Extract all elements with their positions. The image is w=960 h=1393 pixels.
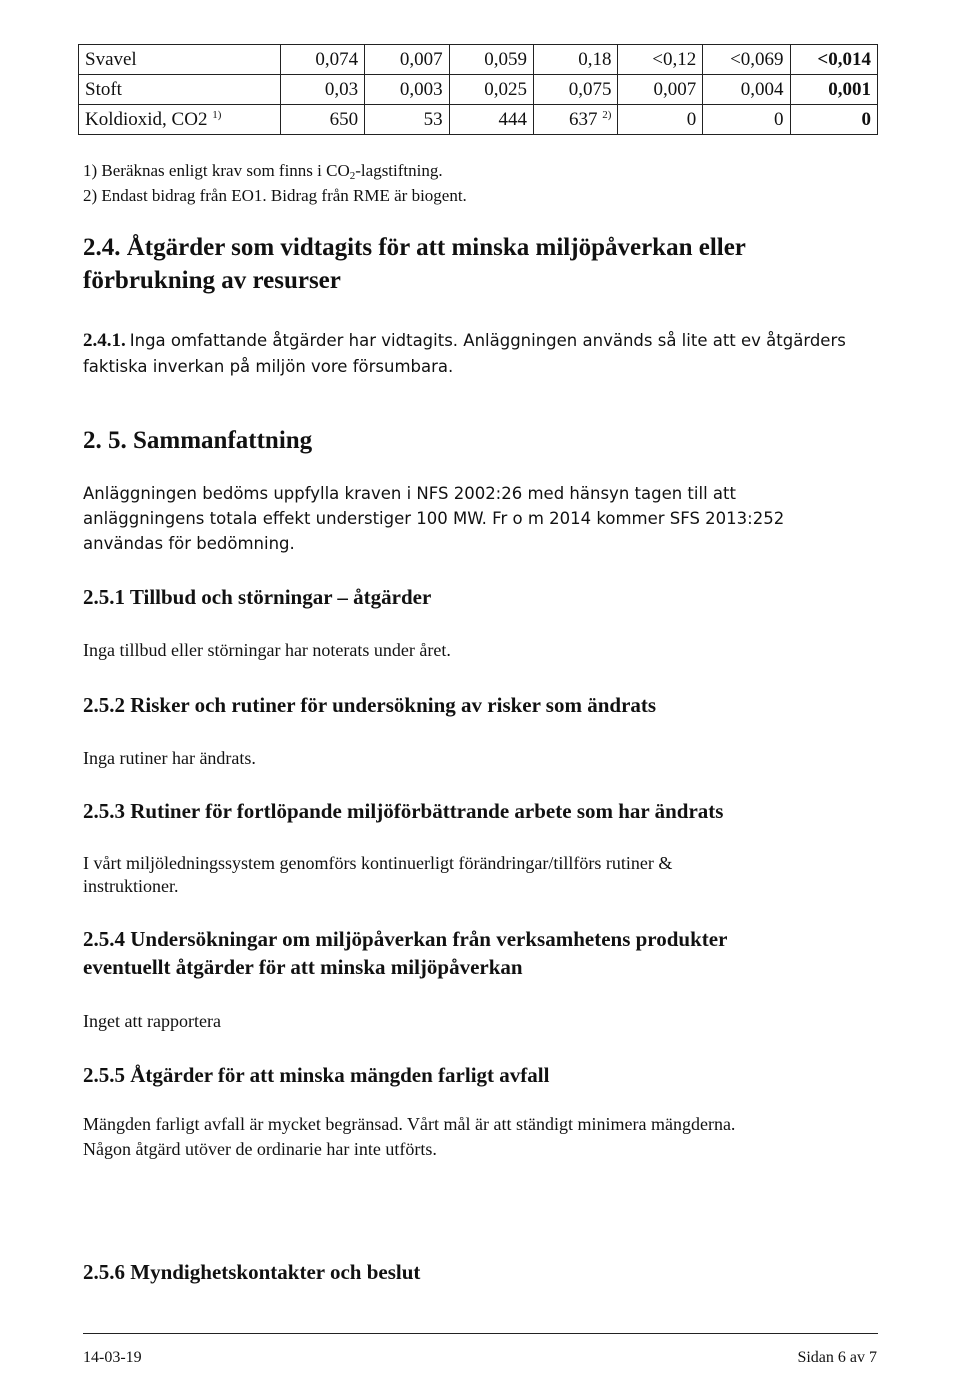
paragraph-text: användas för bedömning. xyxy=(83,534,295,553)
paragraph-text: Mängden farligt avfall är mycket begränsad. Vårt mål är att ständigt minimera mängderna. xyxy=(83,1114,736,1134)
table-cell: 0,025 xyxy=(449,75,533,105)
section-2-4-heading: 2.4. Åtgärder som vidtagits för att minska miljöpåverkan eller xyxy=(83,234,746,261)
paragraph-text: Anläggningen bedöms uppfylla kraven i NFS 2002:26 med hänsyn tagen till att xyxy=(83,484,736,503)
table-cell: 0,007 xyxy=(618,75,703,105)
table-cell: 0,075 xyxy=(534,75,618,105)
cell-value: 637 xyxy=(569,108,598,130)
section-2-5-heading: 2. 5. Sammanfattning xyxy=(83,427,313,454)
section-2-4-1-paragraph xyxy=(83,330,846,352)
table-cell: 0,007 xyxy=(365,45,449,75)
table-cell: 0 xyxy=(703,105,790,135)
paragraph-text: Inget att rapportera xyxy=(83,1011,221,1031)
table-cell: 0 xyxy=(618,105,703,135)
row-label-text: Koldioxid, CO2 xyxy=(85,108,208,130)
footer-date: 14-03-19 xyxy=(83,1349,142,1366)
paragraph-text: Inga rutiner har ändrats. xyxy=(83,748,256,768)
section-2-5-6-heading: 2.5.6 Myndighetskontakter och beslut xyxy=(83,1260,421,1284)
section-2-5-2-heading: 2.5.2 Risker och rutiner för undersökning av risker som ändrats xyxy=(83,693,657,717)
table-cell: <0,014 xyxy=(790,45,877,75)
table-cell: 0,001 xyxy=(790,75,877,105)
section-2-4-heading-cont: förbrukning av resurser xyxy=(83,267,341,294)
table-row xyxy=(79,75,878,105)
paragraph-text: anläggningens totala effekt understiger 100 MW. Fr o m 2014 kommer SFS 2013:252 xyxy=(83,509,785,528)
section-2-5-5-heading: 2.5.5 Åtgärder för att minska mängden farligt avfall xyxy=(83,1063,550,1087)
paragraph-text: Inga tillbud eller störningar har noterats under året. xyxy=(83,640,451,660)
table-cell: 0,18 xyxy=(534,45,618,75)
section-2-5-3-heading: 2.5.3 Rutiner för fortlöpande miljöförbättrande arbete som har ändrats xyxy=(83,799,724,823)
table-cell xyxy=(534,105,618,135)
table-row xyxy=(79,45,878,75)
table-cell: 650 xyxy=(280,105,364,135)
section-number: 2.4.1. xyxy=(83,330,126,351)
emissions-table xyxy=(78,44,878,135)
section-2-5-4-heading: 2.5.4 Undersökningar om miljöpåverkan från verksamhetens produkter xyxy=(83,927,728,951)
paragraph-text: faktiska inverkan på miljön vore försumbara. xyxy=(83,357,454,376)
row-label xyxy=(79,105,281,135)
row-label: Stoft xyxy=(79,75,281,105)
paragraph-text: instruktioner. xyxy=(83,876,179,896)
footnote-1 xyxy=(83,161,443,181)
subscript: 2 xyxy=(349,170,356,182)
paragraph-text: Någon åtgärd utöver de ordinarie har inte utförts. xyxy=(83,1139,437,1159)
table-cell: 0,074 xyxy=(280,45,364,75)
table-cell: 0,059 xyxy=(449,45,533,75)
table-cell: 0 xyxy=(790,105,877,135)
footnote-text: 1) Beräknas enligt krav som finns i CO xyxy=(83,161,350,180)
footnote-marker: 1) xyxy=(212,108,222,121)
paragraph-text: Inga omfattande åtgärder har vidtagits. Anläggningen används så lite att ev åtgärders xyxy=(129,331,846,350)
section-2-5-4-heading-cont: eventuellt åtgärder för att minska miljöpåverkan xyxy=(83,955,523,979)
footnote-2: 2) Endast bidrag från EO1. Bidrag från RME är biogent. xyxy=(83,186,467,205)
section-2-5-1-heading: 2.5.1 Tillbud och störningar – åtgärder xyxy=(83,585,432,609)
row-label: Svavel xyxy=(79,45,281,75)
table-cell: 0,03 xyxy=(280,75,364,105)
paragraph-text: I vårt miljöledningssystem genomförs kontinuerligt förändringar/tillförs rutiner & xyxy=(83,853,673,873)
footer-page-number: Sidan 6 av 7 xyxy=(797,1349,877,1366)
table-cell: 0,003 xyxy=(365,75,449,105)
table-cell: 53 xyxy=(365,105,449,135)
footnote-marker: 2) xyxy=(602,108,612,121)
footnote-text: -lagstiftning. xyxy=(355,161,443,180)
table-cell: 444 xyxy=(449,105,533,135)
footer-divider xyxy=(83,1333,878,1334)
table-cell: <0,069 xyxy=(703,45,790,75)
table-cell: 0,004 xyxy=(703,75,790,105)
table-row xyxy=(79,105,878,135)
table-cell: <0,12 xyxy=(618,45,703,75)
